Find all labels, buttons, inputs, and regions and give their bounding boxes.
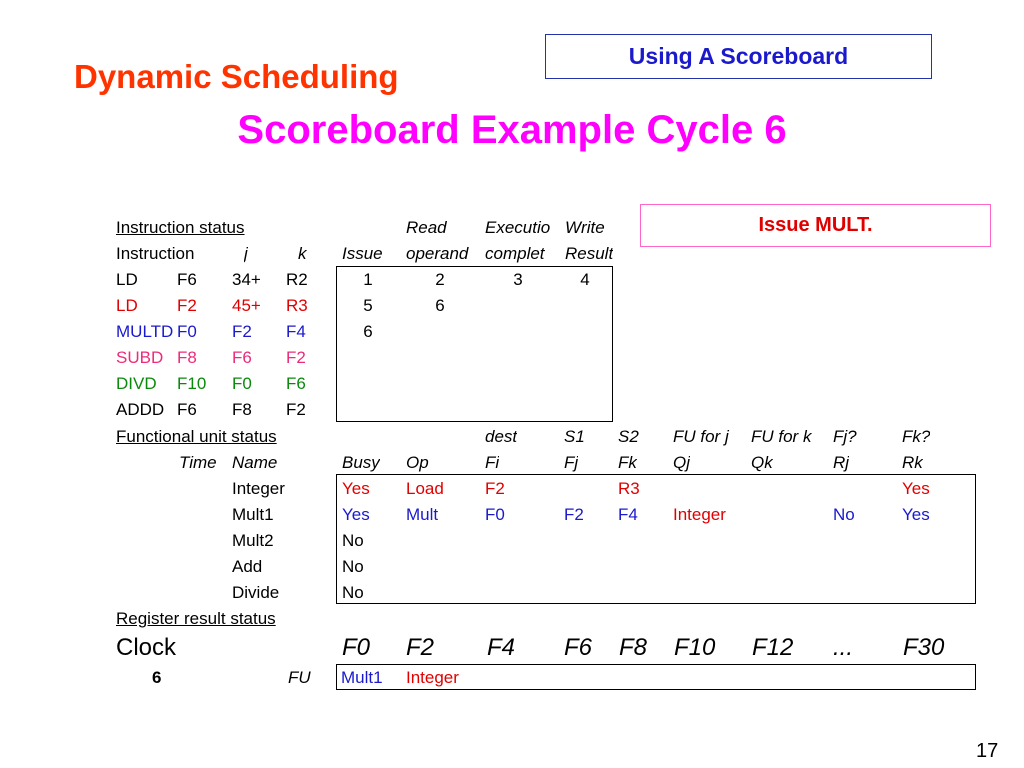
register-name: F30 — [903, 634, 945, 661]
fu-col-fk: Fk — [618, 453, 637, 472]
fu-col-time: Time — [179, 453, 217, 472]
register-result-status-heading: Register result status — [116, 609, 276, 628]
instr-dest: F6 — [177, 270, 197, 289]
register-name: F12 — [752, 634, 794, 661]
fu-rk: Yes — [902, 479, 930, 498]
register-name: F8 — [619, 634, 648, 661]
register-name: F0 — [342, 634, 371, 661]
instr-read: 6 — [435, 296, 445, 315]
fu-busy: No — [342, 531, 364, 550]
instr-op: LD — [116, 296, 138, 315]
fu-rk: Yes — [902, 505, 930, 524]
fu-col-name: Name — [232, 453, 278, 472]
fu-col-rk: Rk — [902, 453, 923, 472]
col-instruction: Instruction — [116, 244, 195, 263]
register-name: F10 — [674, 634, 716, 661]
slide-title: Scoreboard Example Cycle 6 — [237, 108, 787, 152]
fu-busy: Yes — [342, 505, 370, 524]
scoreboard-badge — [545, 34, 932, 79]
register-value-f0: Mult1 — [341, 668, 383, 687]
instr-j: F8 — [232, 400, 252, 419]
register-name: F4 — [487, 634, 516, 661]
fu-name: Mult1 — [232, 505, 274, 524]
instruction-status-heading: Instruction status — [116, 218, 245, 237]
fu-top-fuj: FU for j — [673, 427, 729, 446]
instr-read: 2 — [435, 270, 445, 289]
instr-j: 34+ — [232, 270, 261, 289]
fu-name: Mult2 — [232, 531, 274, 550]
instr-j: 45+ — [232, 296, 261, 315]
note-text: Issue MULT. — [758, 214, 873, 236]
register-value-f2: Integer — [406, 668, 459, 687]
instr-dest: F6 — [177, 400, 197, 419]
scoreboard-badge-label: Using A Scoreboard — [628, 43, 849, 69]
instr-j: F6 — [232, 348, 252, 367]
col-k: k — [298, 244, 307, 263]
fu-op: Load — [406, 479, 444, 498]
fu-top-fk: Fk? — [902, 427, 931, 446]
fu-qj: Integer — [673, 505, 726, 524]
fu-top-dest: dest — [485, 427, 518, 446]
fu-col-qj: Qj — [673, 453, 690, 472]
fu-busy: No — [342, 557, 364, 576]
instr-k: F4 — [286, 322, 306, 341]
col-read-top: Read — [406, 218, 447, 237]
clock-label: Clock — [116, 634, 177, 661]
instr-op: ADDD — [116, 400, 165, 419]
fu-fj: F2 — [564, 505, 584, 524]
instr-dest: F0 — [177, 322, 197, 341]
instr-k: F2 — [286, 400, 306, 419]
fu-fi: F2 — [485, 479, 505, 498]
fu-fk: R3 — [618, 479, 640, 498]
fu-col-qk: Qk — [751, 453, 773, 472]
instr-dest: F10 — [177, 374, 207, 393]
fu-col-fj: Fj — [564, 453, 579, 472]
fu-name: Divide — [232, 583, 280, 602]
fu-top-fuk: FU for k — [751, 427, 812, 446]
clock-value: 6 — [152, 668, 162, 687]
instr-op: MULTD — [116, 322, 174, 341]
col-exec-top: Executio — [485, 218, 551, 237]
instr-issue: 6 — [363, 322, 373, 341]
col-write-top: Write — [565, 218, 605, 237]
instr-j: F2 — [232, 322, 252, 341]
fu-busy: Yes — [342, 479, 370, 498]
register-name: F6 — [564, 634, 593, 661]
fu-col-fi: Fi — [485, 453, 500, 472]
col-issue: Issue — [342, 244, 383, 263]
col-exec: complet — [485, 244, 545, 263]
instr-op: LD — [116, 270, 138, 289]
page-number: 17 — [976, 740, 999, 762]
instr-k: F6 — [286, 374, 306, 393]
instr-k: F2 — [286, 348, 306, 367]
functional-unit-status-heading: Functional unit status — [116, 427, 277, 446]
instr-issue: 1 — [363, 270, 373, 289]
fu-busy: No — [342, 583, 364, 602]
fu-top-s1: S1 — [564, 427, 585, 446]
fu-fi: F0 — [485, 505, 505, 524]
fu-top-fj: Fj? — [833, 427, 857, 446]
register-name: ... — [833, 634, 854, 661]
instr-k: R2 — [286, 270, 308, 289]
fu-rj: No — [833, 505, 855, 524]
instr-write: 4 — [580, 270, 590, 289]
fu-fk: F4 — [618, 505, 638, 524]
instr-dest: F2 — [177, 296, 197, 315]
register-name: F2 — [406, 634, 435, 661]
fu-col-op: Op — [406, 453, 429, 472]
col-read: operand — [406, 244, 469, 263]
section-title: Dynamic Scheduling — [74, 58, 399, 95]
fu-op: Mult — [406, 505, 439, 524]
col-j: j — [244, 244, 248, 263]
instr-issue: 5 — [363, 296, 373, 315]
fu-col-busy: Busy — [342, 453, 380, 472]
fu-name: Integer — [232, 479, 285, 498]
instr-k: R3 — [286, 296, 308, 315]
instr-op: DIVD — [116, 374, 157, 393]
fu-col-rj: Rj — [833, 453, 850, 472]
instr-op: SUBD — [116, 348, 164, 367]
col-write: Result — [565, 244, 614, 263]
fu-name: Add — [232, 557, 263, 576]
fu-top-s2: S2 — [618, 427, 639, 446]
instr-exec: 3 — [513, 270, 523, 289]
fu-label: FU — [288, 668, 311, 687]
note-box — [640, 204, 991, 247]
instr-dest: F8 — [177, 348, 197, 367]
instr-j: F0 — [232, 374, 252, 393]
